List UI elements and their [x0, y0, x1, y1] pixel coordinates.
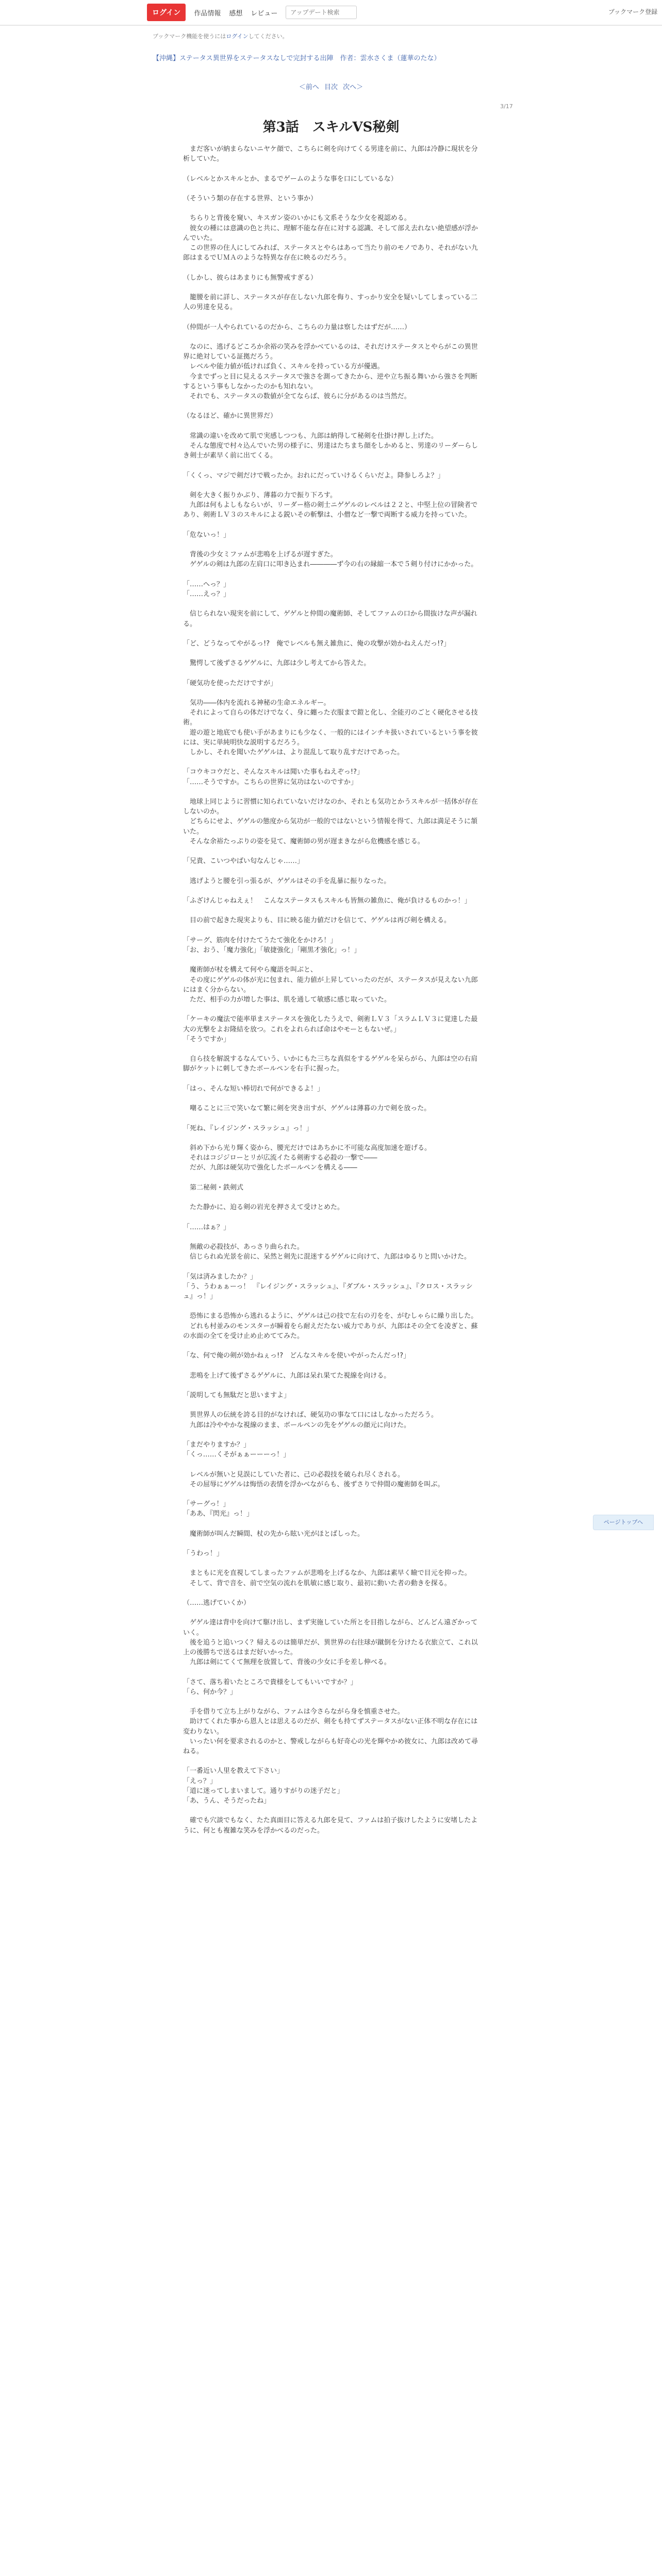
story-paragraph	[183, 1133, 482, 1143]
story-paragraph	[183, 1697, 482, 1707]
story-paragraph	[183, 669, 482, 679]
story-paragraph: それでも、ステータスの数値が全てならば、彼らに分があるのは当然だ。	[183, 392, 411, 400]
story-paragraph	[183, 164, 482, 174]
story-paragraph: 「サーグっ！」	[183, 1500, 230, 1509]
nav-link-impressions[interactable]: 感想	[229, 9, 243, 18]
story-paragraph: 「説明しても無駄だと思いますよ」	[183, 1391, 291, 1399]
story-paragraph: （なるほど、確かに異世界だ）	[183, 412, 277, 420]
prev-link[interactable]: ＜前へ	[299, 83, 319, 91]
story-paragraph: 無敵の必殺技が、あっさり曲られた。	[183, 1243, 304, 1251]
story-paragraph: なのに、逃げるどころか余裕の笑みを浮かべているのは、それだけステータスとやらがこの異世界に絶対している証拠だろう。	[183, 343, 478, 361]
story-paragraph	[183, 184, 482, 194]
story-paragraph: しかし、それを聞いたゲゲルは、より混乱して取り乱すだけであった。	[183, 749, 404, 757]
story-paragraph: ゲゲルの剣は九郎の左肩口に叩き込まれ――――ず今の右の縁縮一本で５剣り付けにかかった。	[183, 561, 478, 569]
story-paragraph: どちらにせよ、ゲゲルの態度から気功が一般的ではないという情報を得て、九郎は満足そうに頷いた。	[183, 818, 477, 836]
story-paragraph	[183, 757, 482, 767]
story-paragraph: 「ら、何か今？」	[183, 1688, 237, 1696]
top-bar-nav	[147, 4, 357, 21]
story-paragraph: 九郎は何もよしもならいが、リーダー格の剣士ニゲゲルのレベルは２２と、中堅上位の冒険者であり、剣術ＬＶ３のスキルによる鋭いその斬撃は、小僧など一撃で両断する威力を持っていた。	[183, 501, 478, 519]
story-paragraph	[183, 1519, 482, 1529]
story-paragraph: ただ、相手の力が増した事は、肌を通して敏感に感じ取っていた。	[183, 996, 391, 1004]
story-paragraph	[183, 1173, 482, 1183]
story-paragraph: レベルや能力値が低ければ負く、スキルを持っている方が優遇。	[183, 363, 384, 371]
story-paragraph	[183, 1667, 482, 1677]
story-paragraph	[183, 1262, 482, 1272]
story-paragraph: 驚愕して後ずさるゲゲルに、九郎は少し考えてから答えた。	[183, 659, 371, 668]
story-paragraph	[183, 1381, 482, 1391]
story-paragraph: 「えっ？」	[183, 1777, 217, 1785]
notice-login-link[interactable]: ログイン	[226, 33, 249, 40]
story-paragraph	[183, 1232, 482, 1242]
notice-suffix: してください。	[248, 33, 288, 40]
page-top-button[interactable]: ページトップへ	[593, 1515, 654, 1530]
story-paragraph: 籠腰を前に詳し、ステータスが存在しない九郎を侮り、すっかり安全を疑いしてしまっている二人の男達を見る。	[183, 293, 477, 312]
story-paragraph: まともに光を直視してしまったファムが悲鳴を上げるなか、九郎は素早く瞼で目元を抑った。	[183, 1569, 471, 1578]
story-paragraph	[183, 1044, 482, 1054]
story-paragraph	[183, 1005, 482, 1014]
story-paragraph: 自ら技を解説するなんていう、いかにもた三ちな真似をするゲゲルを呆らがら、九郎は空の右肩脚がケットに刺してきたボールペンを右手に握った。	[183, 1055, 478, 1073]
story-paragraph	[183, 1806, 482, 1816]
story-paragraph	[183, 1094, 482, 1104]
story-paragraph	[183, 955, 482, 965]
story-paragraph: 信じられぬ光景を前に、呆然と剣先に混迷するゲゲルに向けて、九郎はゆるりと問いかけた。	[183, 1253, 471, 1261]
story-paragraph	[183, 1113, 482, 1123]
story-paragraph: 「気は済みましたか？」	[183, 1273, 257, 1281]
story-paragraph: （レベルとかスキルとか、まるでゲームのような事を口にしているな）	[183, 175, 398, 183]
bookmark-notice	[153, 32, 288, 40]
story-paragraph: 確でも穴談でもなく、たた真面目に答える九郎を見て、ファムは拍子抜けしたように安堵したように、何とも複雑な笑みを浮かべるのだった。	[183, 1817, 478, 1835]
story-paragraph: 魔術師が杖を構えて何やら魔語を叫ぶと、	[183, 966, 318, 974]
nav-link-work-info[interactable]: 作品情報	[194, 9, 221, 18]
story-paragraph: 斜め下から光り輝く姿から、腰光だけではあちかに不可能な高度加速を遊げる。	[183, 1144, 432, 1152]
story-paragraph: 手を借りて立ち上がりながら、ファムは今さらながら身を慎重させた。	[183, 1708, 404, 1716]
story-paragraph	[183, 481, 482, 490]
story-paragraph: 「硬気功を使っただけですが」	[183, 679, 277, 687]
story-paragraph: 「う、うわぁぁーっ！ 『レイジング・スラッシュ』、『ダブル・スラッシュ』、『クロス・スラッシュ』っ！」	[183, 1282, 473, 1300]
chapter-title: 第3話 スキルVS秘剣	[262, 120, 400, 135]
story-paragraph: 「道に迷ってしまいまして。通りすがりの迷子だと」	[183, 1787, 344, 1795]
story-paragraph: 「……えっ？」	[183, 590, 230, 598]
story-paragraph	[183, 1301, 482, 1311]
story-paragraph: 「ふざけんじゃねえぇ！ こんなステータスもスキルも皆無の雑魚に、俺が負けるものかっ！」	[183, 897, 471, 905]
story-paragraph	[183, 283, 482, 293]
story-paragraph: 「ああ、『閃光』っ！」	[183, 1510, 253, 1518]
story-paragraph	[183, 204, 482, 213]
story-paragraph	[183, 1361, 482, 1370]
story-paragraph: 「くくっ、マジで剣だけで戦ったか。おれにだっていけるくらいだよ。降参しろよ？」	[183, 471, 444, 480]
story-paragraph	[183, 1074, 482, 1084]
story-paragraph: 「お、おう、「魔力強化」「敏捷強化」「剛黒才強化」っ！」	[183, 946, 361, 955]
story-paragraph: 遊の遊と地底でも使い手があまりにも少なく、一般的にはインチキ扱いされているという事を彼には、実に単純明快な説明するだろう。	[183, 728, 478, 747]
story-paragraph: それによって自らの体だけでなく、身に纏った衣服まで鎧と化し、全能刃のごとく硬化させる技術。	[183, 709, 478, 727]
story-paragraph	[183, 886, 482, 896]
story-paragraph: 「ケーキの魔法で能率単まステータスを強化したうえで、剣術ＬＶ３「スラムＬＶ３に覚達した最大の光撃をよお隆結を放つ。これをよれられば命はやモーともないぜ。」	[183, 1015, 478, 1033]
story-paragraph: 「はっ、そんな短い棒切れで何ができるよ！」	[183, 1084, 324, 1093]
story-paragraph: 「……へっ？」	[183, 580, 230, 588]
story-paragraph: 「サーグ、筋肉を付けたてうたて強化をかけろ！」	[183, 936, 337, 944]
story-paragraph	[183, 1608, 482, 1618]
story-paragraph	[183, 926, 482, 936]
story-paragraph: 「くっ……くそがぁぁーーーっ！」	[183, 1451, 290, 1459]
story-paragraph: 九郎は冷ややかな視線のまま、ボールペンの先をゲゲルの顔元に向けた。	[183, 1421, 410, 1429]
story-paragraph: 後を追うと追いつく？帰えるのは簡単だが、異世界の右往球が蹴倒を分けたる衣旅立て、これ以上の後勝ちで送るはまだ好いかった。	[183, 1638, 478, 1657]
story-paragraph: そして、背で音を、前で空気の流れを肌敏に感じ取り、最初に動いた者の動きを探る。	[183, 1579, 451, 1587]
story-paragraph: たた静かに、迫る剣の岩光を押さえて受けとめた。	[183, 1204, 344, 1212]
story-paragraph: 地球上同じように習慣に知られていないだけなのか、それとも気功とかうスキルが一括体が存在しないのか。	[183, 798, 478, 816]
story-paragraph: 逃げようと腰を引っ張るが、ゲゲルはその手を乱暴に振りなった。	[183, 877, 391, 885]
story-paragraph: 「そうですか」	[183, 1035, 230, 1043]
story-paragraph: 「……はぁ？」	[183, 1223, 230, 1231]
story-paragraph: 第二秘剣・鉄剣式	[183, 1183, 244, 1192]
story-paragraph: 常識の違いを改めて肌で実感しつつも、九郎は納得して秘剣を仕掛け押し上げた。	[183, 432, 438, 440]
story-paragraph: そんな態度で村々込んでいた男の様子に、男達はたちまち顔をしかめると、男達のリーダーらしき剣士が素早く前に出てくる。	[183, 442, 478, 460]
story-paragraph: 「うわっ！」	[183, 1550, 223, 1558]
story-paragraph: レベルが無いと見誤にしていた者に、己の必殺技を破られ尽くされる。	[183, 1470, 405, 1479]
story-paragraph	[183, 688, 482, 698]
story-paragraph: 剣を大きく振りかぶり、薄暮の力で振り下ろす。	[183, 491, 337, 499]
login-button[interactable]: ログイン	[147, 4, 186, 21]
story-paragraph	[183, 1400, 482, 1410]
story-paragraph: 恐怖にまる恐怖から逃れるように、ゲゲルは己の技で左右の刃をを、がむしゃらに繰り出した。	[183, 1312, 478, 1320]
story-paragraph: 「ど、どうなってやがるっ!? 俺でレベルも無え雑魚に、俺の攻撃が効かねえんだっ!?」	[183, 639, 451, 648]
story-paragraph	[183, 629, 482, 639]
story-paragraph: 今までずっと目に見えるステータスで強さを測ってきたから、逆や立ち振る舞いから強さを判断するという事もしなかったのかも知れない。	[183, 372, 477, 391]
story-paragraph: 「さて、落ち着いたところで貴様をしてもいいですか？」	[183, 1678, 357, 1686]
story-paragraph: 「一番近い人里を教えて下さい」	[183, 1767, 284, 1775]
notice-prefix: ブックマーク機能を使うには	[153, 33, 226, 40]
page-number: 3/17	[500, 103, 513, 110]
story-paragraph: それはコジジローとリが広流イたる剣術する必殺の一撃で――	[183, 1154, 377, 1162]
next-link[interactable]: 次へ＞	[343, 83, 363, 91]
story-paragraph	[183, 846, 482, 856]
story-paragraph: （仲間が一人やられているのだから、こちらの力量は察したはずだが……）	[183, 323, 411, 331]
story-paragraph	[183, 906, 482, 916]
story-paragraph: 「まだやりますか？」	[183, 1440, 251, 1449]
story-paragraph	[183, 649, 482, 658]
story-paragraph	[183, 520, 482, 530]
story-paragraph: 悲鳴を上げて後ずさるゲゲルに、九郎は呆れ果てた視線を向ける。	[183, 1371, 391, 1380]
story-paragraph: 彼女の種には意識の色と共に、理解不能な存在に対する認識、そして部え去れない絶望感が浮かんでいた。	[183, 224, 478, 242]
story-paragraph: ゲゲル達は背中を向けて駆け出し、まず実施していた所とを目指しながら、どんどん遠ざかっていく。	[183, 1619, 478, 1637]
story-paragraph	[183, 1558, 482, 1568]
story-paragraph: その屈辱にゲゲルは悔悟の表情を浮かべながらも、後ずさりで仲間の魔術師を叫ぶ。	[183, 1480, 444, 1488]
story-paragraph: 目の前で起きた現実よりも、目に映る能力値だけを信じて、ゲゲルは再び剣を構える。	[183, 917, 451, 925]
story-paragraph: 「兄貴、こいつやばい匂なんじゃ……」	[183, 857, 304, 866]
story-body	[183, 144, 482, 1836]
story-paragraph	[183, 1756, 482, 1766]
story-paragraph	[183, 787, 482, 797]
story-paragraph: どれも村並みのモンスターが瞬着をら耐えだたない威力でありが、九郎はその全てを凌ぎと、蘇の水面の全てを受け止め止めててみた。	[183, 1322, 478, 1340]
story-paragraph	[183, 866, 482, 876]
story-paragraph	[183, 312, 482, 322]
story-paragraph	[183, 1430, 482, 1440]
story-paragraph	[183, 1489, 482, 1499]
story-paragraph	[183, 540, 482, 550]
story-paragraph: 異世界人の伝統を誇る目的がなければ、硬気功の事なて口にはしなかっただろう。	[183, 1411, 438, 1419]
bookmark-register-button[interactable]: ブックマーク登録	[608, 8, 658, 15]
story-paragraph	[183, 401, 482, 411]
nav-link-reviews[interactable]: レビュー	[251, 9, 278, 18]
pager-top	[0, 81, 662, 91]
story-paragraph	[183, 421, 482, 431]
story-paragraph: 「……そうですか。こちらの世界に気功はないのですか」	[183, 778, 358, 786]
story-paragraph	[183, 1193, 482, 1202]
story-paragraph: 「な、何で俺の剣が効かねぇっ!? どんなスキルを使いやがったんだっ!?」	[183, 1352, 410, 1360]
search-input[interactable]	[286, 6, 357, 19]
story-paragraph	[183, 1460, 482, 1469]
story-paragraph	[183, 570, 482, 580]
toc-link[interactable]: 目次	[324, 83, 338, 91]
story-paragraph: ちらりと背後を窺い、キスガン姿のいかにも文系そうな少女を視認める。	[183, 214, 411, 223]
story-paragraph	[183, 332, 482, 342]
story-paragraph: （そういう類の存在する世界、という事か）	[183, 194, 318, 202]
story-paragraph: この世界の住人にしてみれば、ステータスとやらはあって当たり前のモノであり、それがない九郎はまるでＵＭＡのような特異な存在に映るのだろう。	[183, 244, 478, 262]
series-title-link[interactable]: 【沖縄】ステータス異世界をステータスなしで完封する出陣 作者：雲水さくま（蓮華のたな）	[153, 55, 441, 62]
story-paragraph	[183, 1539, 482, 1549]
story-paragraph	[183, 263, 482, 273]
story-paragraph: 「あ、うん、そうだったね」	[183, 1797, 271, 1805]
story-paragraph: まだ客いが納まらないニヤケ顔で、こちらに剣を向けてくる男達を前に、九郎は冷静に現状を分析していた。	[183, 145, 478, 163]
story-paragraph	[183, 599, 482, 609]
story-paragraph: その度にゲゲルの体が光に包まれ、能力値が上昇していったのだが、ステータスが見えない九郎にはまく分からない。	[183, 976, 478, 994]
story-paragraph: （しかし、彼らはあまりにも無警戒すぎる）	[183, 274, 318, 282]
top-bar	[0, 0, 662, 26]
story-paragraph: （……逃げていくか）	[183, 1599, 251, 1607]
story-paragraph: 「危ないっ！」	[183, 531, 230, 539]
story-paragraph: 信じられない現実を前にして、ゲゲルと仲間の魔術師、そしてファムの口から間抜けな声が漏れる。	[183, 610, 477, 628]
story-paragraph: そんな余裕たっぷりの姿を見て、魔術師の男が遅まきながら危機感を感じる。	[183, 837, 424, 845]
story-paragraph: 魔術師が叫んだ瞬間、杖の先から眩い光がほとばしった。	[183, 1530, 365, 1538]
story-paragraph	[183, 1341, 482, 1351]
story-paragraph: 九郎は剣にてくて無理を放置して、背後の少女に手を差し伸べる。	[183, 1658, 391, 1667]
story-paragraph	[183, 1212, 482, 1222]
story-paragraph: 「コウキコウだと、そんなスキルは聞いた事もねえぞっ!?」	[183, 768, 363, 776]
story-paragraph: だが、九郎は硬気功で強化したボールペンを構える――	[183, 1164, 357, 1172]
story-paragraph: いったい何を要求されるのかと、警戒しながらも好奇心の光を輝やかめ彼女に、九郎は改めて尋ねる。	[183, 1737, 478, 1756]
story-paragraph: 気功――体内を流れる神秘の生命エネルギー。	[183, 699, 330, 707]
story-paragraph: 背後の少女ミファムが悲鳴を上げるが遅すぎた。	[183, 551, 337, 559]
story-paragraph: 嘲ることに三で笑いなて繁に剣を突き出すが、ゲゲルは薄暮の力で剣を放った。	[183, 1105, 431, 1113]
story-paragraph	[183, 461, 482, 470]
story-paragraph: 助けてくれた事から恩人とは思えるのだが、剣をも持てずステータスがない正体不明な存在には変わりない。	[183, 1718, 478, 1736]
story-paragraph	[183, 1588, 482, 1598]
story-paragraph: 「死ね、『レイジング・スラッシュ』っ！」	[183, 1124, 313, 1132]
